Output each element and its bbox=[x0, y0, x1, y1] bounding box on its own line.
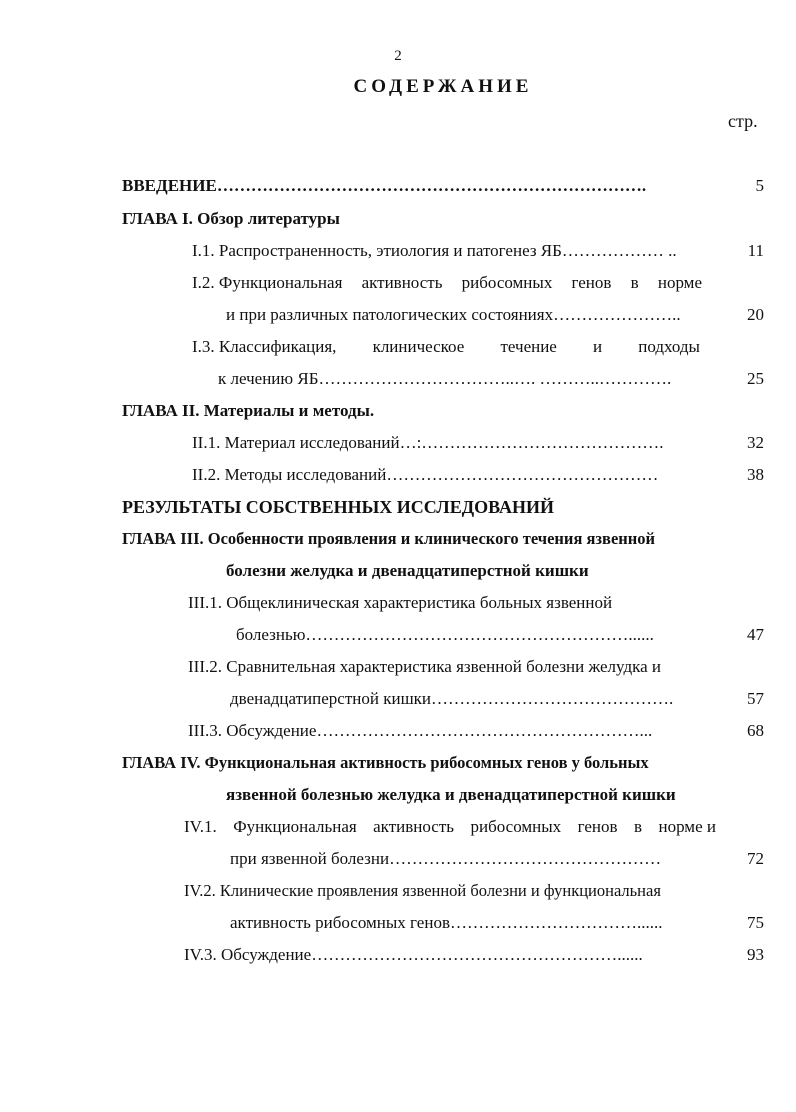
toc-page-2-1: 32 bbox=[747, 433, 764, 452]
toc-section-4-2-line2[interactable]: активность рибосомных генов……………………………...... bbox=[230, 913, 663, 932]
word: и bbox=[593, 337, 603, 356]
word: активность bbox=[373, 817, 455, 836]
toc-page-4-3: 93 bbox=[747, 945, 764, 964]
word: активность bbox=[361, 273, 443, 292]
word: рибосомных bbox=[461, 273, 553, 292]
toc-chapter-1[interactable]: ГЛАВА I. Обзор литературы bbox=[122, 209, 340, 228]
toc-section-2-1[interactable]: II.1. Материал исследований…:……………………………………. bbox=[192, 433, 664, 452]
toc-chapter-3-line2[interactable]: болезни желудка и двенадцатиперстной кишки bbox=[226, 561, 589, 580]
toc-page-introduction: 5 bbox=[755, 176, 764, 195]
toc-page-3-1: 47 bbox=[747, 625, 764, 644]
word: в bbox=[630, 273, 639, 292]
word: течение bbox=[500, 337, 557, 356]
toc-section-4-2-line1[interactable]: IV.2. Клинические проявления язвенной болезни и функциональная bbox=[184, 881, 661, 900]
word: клиническое bbox=[372, 337, 465, 356]
toc-section-3-1-line1[interactable]: III.1. Общеклиническая характеристика больных язвенной bbox=[188, 593, 613, 612]
toc-page-2-2: 38 bbox=[747, 465, 764, 484]
toc-page-4-1: 72 bbox=[747, 849, 764, 868]
word: рибосомных bbox=[470, 817, 562, 836]
toc-section-1-3-line2[interactable]: к лечению ЯБ……………………………..…. ………..…………. bbox=[218, 369, 672, 388]
word: I.3. Классификация, bbox=[192, 337, 337, 356]
toc-page-3-3: 68 bbox=[747, 721, 764, 740]
toc-section-1-2-line2[interactable]: и при различных патологических состояниях………………….. bbox=[226, 305, 681, 324]
toc-chapter-4-line1[interactable]: ГЛАВА IV. Функциональная активность рибосомных генов у больных bbox=[122, 753, 649, 772]
page-column-label: стр. bbox=[728, 111, 758, 131]
toc-entry-introduction[interactable]: ВВЕДЕНИЕ…………………………………………………………………. bbox=[122, 176, 647, 195]
page-number: 2 bbox=[394, 48, 402, 64]
toc-chapter-4-line2[interactable]: язвенной болезнью желудка и двенадцатиперстной кишки bbox=[226, 785, 676, 804]
toc-chapter-3-line1[interactable]: ГЛАВА III. Особенности проявления и клинического течения язвенной bbox=[122, 529, 656, 548]
word: подходы bbox=[638, 337, 700, 356]
toc-results-heading[interactable]: РЕЗУЛЬТАТЫ СОБСТВЕННЫХ ИССЛЕДОВАНИЙ bbox=[122, 497, 554, 517]
word: IV.1. bbox=[184, 817, 217, 836]
page-title: СОДЕРЖАНИЕ bbox=[353, 76, 533, 97]
toc-page-1-2: 20 bbox=[747, 305, 764, 324]
toc-page-4-2: 75 bbox=[747, 913, 764, 932]
toc-section-1-1[interactable]: I.1. Распространенность, этиология и патогенез ЯБ……………… .. bbox=[192, 241, 677, 260]
word: норме и bbox=[658, 817, 716, 836]
toc-section-4-3[interactable]: IV.3. Обсуждение………………………………………………...... bbox=[184, 945, 643, 964]
word: норме bbox=[657, 273, 702, 292]
toc-page-3-2: 57 bbox=[747, 689, 764, 708]
toc-section-4-1-line1[interactable] bbox=[184, 816, 716, 838]
word: в bbox=[633, 817, 643, 836]
word: генов bbox=[571, 273, 612, 292]
word: I.2. Функциональная bbox=[192, 273, 343, 292]
toc-section-3-2-line1[interactable]: III.2. Сравнительная характеристика язвенной болезни желудка и bbox=[188, 657, 662, 676]
toc-section-1-3-line1[interactable] bbox=[192, 336, 700, 358]
toc-chapter-2[interactable]: ГЛАВА II. Материалы и методы. bbox=[122, 401, 375, 420]
toc-page-1-3: 25 bbox=[747, 369, 764, 388]
toc-section-2-2[interactable]: II.2. Методы исследований………………………………………… bbox=[192, 465, 659, 484]
toc-section-3-2-line2[interactable]: двенадцатиперстной кишки……………………………………. bbox=[230, 689, 674, 708]
toc-section-3-3[interactable]: III.3. Обсуждение…………………………………………………... bbox=[188, 721, 653, 740]
toc-page-1-1: 11 bbox=[747, 241, 764, 260]
word: генов bbox=[577, 817, 618, 836]
toc-section-4-1-line2[interactable]: при язвенной болезни………………………………………… bbox=[230, 849, 662, 868]
toc-section-1-2-line1[interactable] bbox=[192, 272, 702, 294]
word: Функциональная bbox=[233, 817, 357, 836]
toc-section-3-1-line2[interactable]: болезнью…………………………………………………...... bbox=[236, 625, 654, 644]
